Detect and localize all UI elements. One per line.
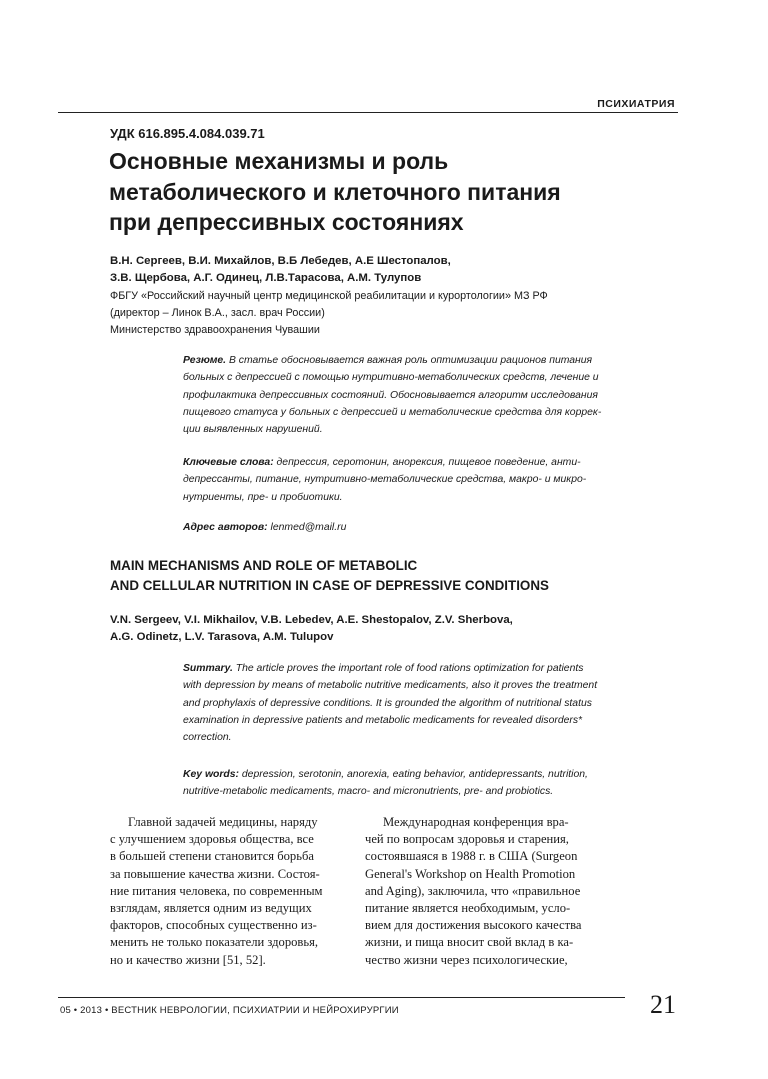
body-line: ние питания человека, по современным xyxy=(110,883,323,898)
keywords-ru-label: Ключевые слова: xyxy=(183,457,274,468)
body-line: за повышение качества жизни. Состоя- xyxy=(110,866,320,881)
body-line: жизни, и пища вносит свой вклад в ка- xyxy=(365,935,574,950)
affiliation-line: Министерство здравоохранения Чувашии xyxy=(110,324,320,336)
footer-rule xyxy=(58,997,625,998)
title-ru-line: метаболического и клеточного питания xyxy=(109,178,561,205)
authors-en-line: A.G. Odinetz, L.V. Tarasova, A.M. Tulupov xyxy=(110,631,334,643)
header-rule xyxy=(58,112,678,113)
body-line: Главной задачей медицины, наряду xyxy=(128,815,318,829)
address-label: Адрес авторов: xyxy=(183,522,268,533)
authors-en xyxy=(110,612,513,646)
body-line: менить не только показатели здоровья, xyxy=(110,935,319,950)
body-line: но и качество жизни [51, 52]. xyxy=(110,952,266,967)
keywords-en-line xyxy=(183,766,601,783)
summary-en xyxy=(183,660,601,746)
authors-en-line: V.N. Sergeev, V.I. Mikhailov, V.B. Lebedev, A.E. Shestopalov, Z.V. Sherbova, xyxy=(110,614,513,626)
title-ru-line: Основные механизмы и роль xyxy=(109,148,449,174)
authors-ru-line: В.Н. Сергеев, В.И. Михайлов, В.Б Лебедев, А.Е Шестопалов, xyxy=(110,255,451,267)
body-line: состоявшаяся в 1988 г. в США (Surgeon xyxy=(365,849,578,864)
affiliation-line: (директор – Линок В.А., засл. врач России) xyxy=(110,307,325,319)
address-email: lenmed@mail.ru xyxy=(267,522,347,533)
body-line: General's Workshop on Health Promotion xyxy=(365,866,576,881)
summary-en-line: correction. xyxy=(183,732,232,744)
body-column-right xyxy=(365,814,605,969)
body-line: Международная конференция вра- xyxy=(383,815,569,829)
abstract-ru-line xyxy=(183,352,601,369)
summary-en-line: examination in depressive patients and metabolic medicaments for revealed disorders* xyxy=(183,714,583,726)
summary-en-line: with depression by means of metabolic nutritive medicaments, also it proves the treatment xyxy=(183,680,598,692)
abstract-ru-line: больных с депрессией с помощью нутритивно-метаболических средств, лечение и xyxy=(183,372,599,384)
body-line: факторов, способных существенно из- xyxy=(110,918,317,933)
keywords-ru-line xyxy=(183,454,601,471)
body-line: and Aging), заключила, что «правильное xyxy=(365,883,581,898)
body-line: чей по вопросам здоровья и старения, xyxy=(365,832,569,847)
page-number: 21 xyxy=(650,990,676,1019)
summary-en-line xyxy=(183,660,601,677)
keywords-en-text: depression, serotonin, anorexia, eating behavior, antidepressants, nutrition, xyxy=(239,769,588,780)
body-line: с улучшением здоровья общества, все xyxy=(110,832,314,847)
authors-ru xyxy=(110,253,451,287)
body-line: взглядам, является одним из ведущих xyxy=(110,901,312,916)
abstract-ru xyxy=(183,352,601,438)
section-label: ПСИХИАТРИЯ xyxy=(597,98,675,110)
body-line: вием для достижения высокого качества xyxy=(365,918,582,933)
article-title-en xyxy=(110,556,670,596)
keywords-en-label: Key words: xyxy=(183,769,240,780)
body-line: чество жизни через психологические, xyxy=(365,952,568,967)
affiliation xyxy=(110,288,548,339)
body-line: питание является необходимым, усло- xyxy=(365,901,571,916)
keywords-ru-line: нутриенты, пре- и пробиотики. xyxy=(183,491,343,503)
body-column-left xyxy=(110,814,350,969)
footer-journal: 05 • 2013 • ВЕСТНИК НЕВРОЛОГИИ, ПСИХИАТРИИ И НЕЙРОХИРУРГИИ xyxy=(60,1005,399,1016)
abstract-ru-line: пищевого статуса у больных с депрессией и метаболические средства для коррек- xyxy=(183,406,602,418)
authors-ru-line: З.В. Щербова, А.Г. Одинец, Л.В.Тарасова, А.М. Тулупов xyxy=(110,272,422,284)
udc-code: УДК 616.895.4.084.039.71 xyxy=(110,126,265,141)
summary-en-line: and prophylaxis of depressive conditions. It is grounded the algorithm of nutritional status xyxy=(183,697,592,709)
abstract-ru-line: профилактика депрессивных состояний. Обосновывается алгоритм исследования xyxy=(183,389,598,401)
title-en-line: AND CELLULAR NUTRITION IN CASE OF DEPRESSIVE CONDITIONS xyxy=(110,578,549,593)
title-en-line: MAIN MECHANISMS AND ROLE OF METABOLIC xyxy=(110,558,418,573)
abstract-ru-label: Резюме. xyxy=(183,355,227,366)
keywords-ru-line: депрессанты, питание, нутритивно-метаболические средства, макро- и микро- xyxy=(183,474,587,486)
abstract-ru-line: ции выявленных нарушений. xyxy=(183,424,323,436)
address-line xyxy=(183,519,601,536)
keywords-en xyxy=(183,766,601,801)
body-line: в большей степени становится борьба xyxy=(110,849,314,864)
summary-en-label: Summary. xyxy=(183,663,233,674)
abstract-ru-text: В статье обосновывается важная роль оптимизации рационов питания xyxy=(226,355,593,366)
keywords-ru xyxy=(183,454,601,506)
keywords-en-line: nutritive-metabolic medicaments, macro- and micronutrients, pre- and probiotics. xyxy=(183,786,554,798)
affiliation-line: ФБГУ «Российский научный центр медицинской реабилитации и курортологии» МЗ РФ xyxy=(110,290,548,302)
title-ru-line: при депрессивных состояниях xyxy=(109,209,464,235)
keywords-ru-text: депрессия, серотонин, анорексия, пищевое поведение, анти- xyxy=(273,457,581,468)
author-address xyxy=(183,519,601,536)
article-title-ru xyxy=(109,146,669,238)
summary-en-text: The article proves the important role of food rations optimization for patients xyxy=(232,663,584,674)
